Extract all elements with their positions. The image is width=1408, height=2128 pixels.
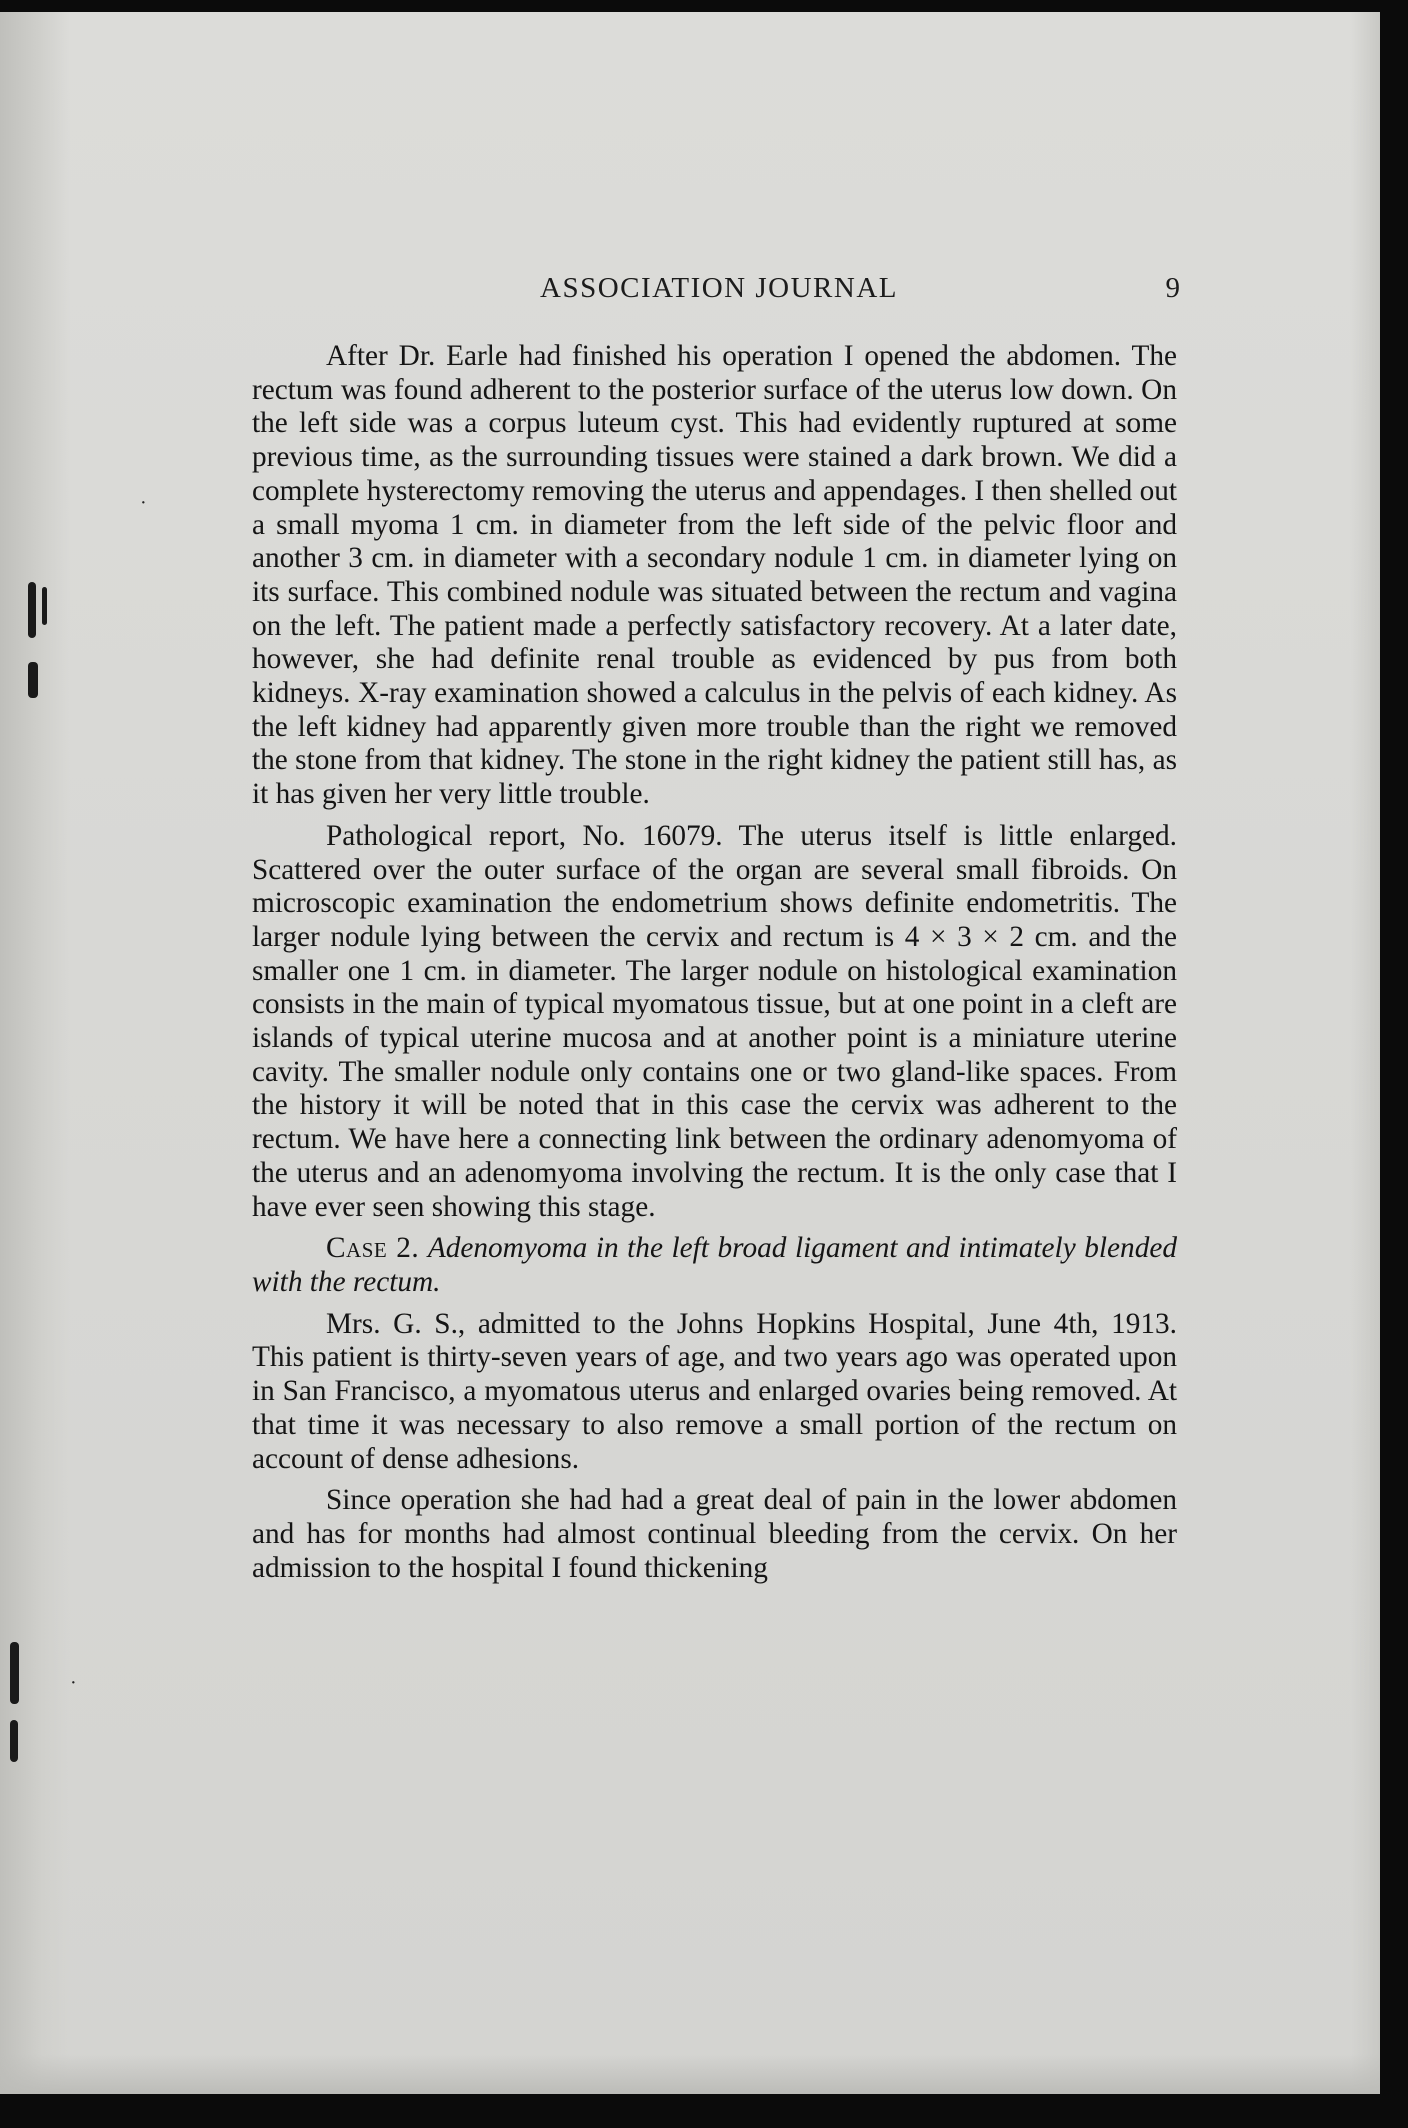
binding-mark — [10, 1642, 19, 1704]
page-shadow-right — [1350, 12, 1380, 2094]
binding-mark — [10, 1720, 18, 1762]
running-head: ASSOCIATION JOURNAL — [540, 272, 898, 304]
case-title: Adenomyoma in the left broad ligament and intimately blended with the rectum. — [252, 1232, 1177, 1298]
paragraph: Mrs. G. S., admitted to the Johns Hopkins Hospital, June 4th, 1913. This patient is thirty-seven years of age, and two years ago was operated upon in San Francisco, a myomatous uterus and enlarged ovaries being removed. At that time it was necessary to also remove a small portion of the rectum on account of dense adhesions. — [252, 1307, 1177, 1475]
paragraph: After Dr. Earle had finished his operation I opened the abdomen. The rectum was found adherent to the posterior surface of the uterus low down. On the left side was a corpus luteum cyst. This had evidently ruptured at some previous time, as the surrounding tissues were stained a dark brown. We did a complete hysterectomy removing the uterus and appendages. I then shelled out a small myoma 1 cm. in diameter from the left side of the pelvic floor and another 3 cm. in diameter with a secondary nodule 1 cm. in diameter lying on its surface. This combined nodule was situated between the rectum and vagina on the left. The patient made a perfectly satisfactory recovery. At a later date, however, she had definite renal trouble as evidenced by pus from both kidneys. X-ray examination showed a calculus in the pelvis of each kidney. As the left kidney had apparently given more trouble than the right we removed the stone from that kidney. The stone in the right kidney the patient still has, as it has given her very little trouble. — [252, 340, 1178, 811]
page-header — [540, 272, 1180, 312]
margin-mark: · — [140, 492, 147, 514]
paragraph: Pathological report, No. 16079. The uterus itself is little enlarged. Scattered over the outer surface of the organ are several small fibroids. On microscopic examination the endometrium shows definite endometritis. The larger nodule lying between the cervix and rectum is 4 × 3 × 2 cm. and the smaller one 1 cm. in diameter. The larger nodule on histological examination consists in the main of typical myomatous tissue, but at one point in a cleft are islands of typical uterine mucosa and at another point is a miniature uterine cavity. The smaller nodule only contains one or two gland-like spaces. From the history it will be noted that in this case the cervix was adherent to the rectum. We have here a connecting link between the ordinary adenomyoma of the uterus and an adenomyoma involving the rectum. It is the only case that I have ever seen showing this stage. — [252, 819, 1177, 1223]
binding-mark — [28, 582, 36, 638]
page-number: 9 — [1165, 272, 1180, 304]
article-body — [252, 340, 1177, 1585]
binding-mark — [42, 587, 47, 625]
paragraph: Since operation she had had a great deal of pain in the lower abdomen and has for months had almost continual bleeding from the cervix. On her admission to the hospital I found thickening — [252, 1484, 1177, 1584]
binding-mark — [28, 662, 38, 698]
case-heading — [252, 1232, 1177, 1299]
margin-mark: · — [70, 1672, 77, 1694]
case-label: Case 2. — [326, 1232, 420, 1265]
page-shadow-bottom — [0, 2054, 1380, 2094]
page-shadow-left — [0, 12, 70, 2094]
